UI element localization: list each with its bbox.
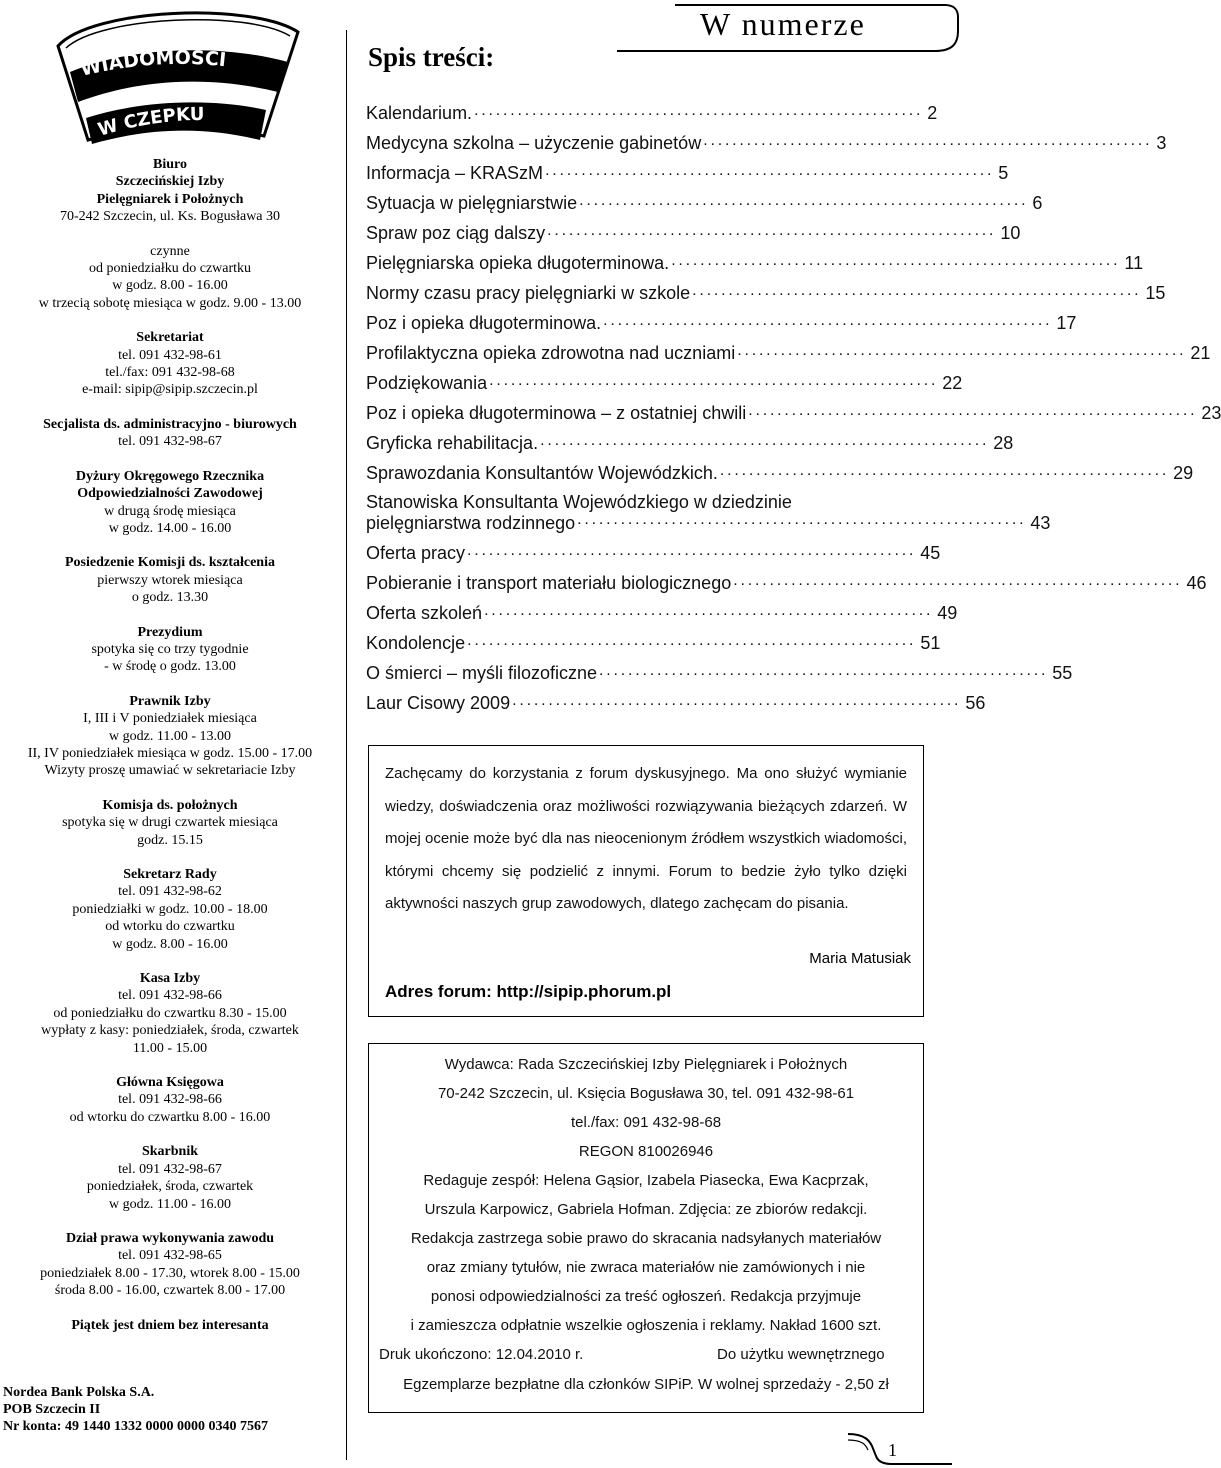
- office-name: Szczecińskiej Izby: [115, 174, 225, 190]
- office-address: 70-242 Szczecin, ul. Ks. Bogusława 30: [59, 209, 281, 225]
- forum-signature: Maria Matusiak: [809, 950, 911, 967]
- toc-item[interactable]: [366, 368, 963, 398]
- treasurer-title: Skarbnik: [141, 1144, 199, 1160]
- toc-item-page: 3: [1156, 132, 1167, 153]
- bank-branch: POB Szczecin II: [3, 1402, 101, 1417]
- toc-item-title: Oferta szkoleń: [366, 602, 483, 623]
- toc-item[interactable]: [366, 458, 1194, 488]
- lawyer-line: w godz. 11.00 - 13.00: [109, 728, 231, 744]
- publisher-line: i zamieszcza odpłatnie wszelkie ogłoszenia i reklamy. Nakład 1600 szt.: [410, 1317, 882, 1334]
- midwives-block: [0, 797, 340, 849]
- toc-item[interactable]: [366, 428, 1014, 458]
- page-number: 1: [888, 1440, 897, 1460]
- admin-title: Secjalista ds. administracyjno - biurowych: [43, 416, 297, 432]
- publisher-line: Urszula Karpowicz, Gabriela Hofman. Zdjęcia: ze zbiorów redakcji.: [424, 1201, 868, 1218]
- header-title: W numerze: [700, 6, 866, 42]
- hours-line: w godz. 8.00 - 16.00: [112, 278, 228, 294]
- education-line: pierwszy wtorek miesiąca: [97, 572, 243, 588]
- friday-note: [0, 1317, 340, 1334]
- publisher-line: ponosi odpowiedzialności za treść ogłoszeń. Redakcja przyjmuje: [430, 1288, 862, 1305]
- lawyer-line: I, III i V poniedziałek miesiąca: [83, 711, 257, 727]
- toc-item-title: Kondolencje: [366, 632, 466, 653]
- toc-item-title: Pielęgniarska opieka długoterminowa.: [366, 252, 670, 273]
- forum-box: [368, 745, 924, 1017]
- toc-item-page: 11: [1124, 252, 1144, 273]
- accountant-line: od wtorku do czwartku 8.00 - 16.00: [69, 1109, 271, 1125]
- ombudsman-title-2: Odpowiedzialności Zawodowej: [77, 486, 263, 502]
- toc-item[interactable]: [366, 158, 1009, 188]
- practice-line: tel. 091 432-98-65: [118, 1248, 222, 1264]
- toc-item-page: 43: [1030, 513, 1051, 533]
- publisher-line: Redaguje zespół: Helena Gąsior, Izabela Piasecka, Ewa Kacprzak,: [423, 1172, 869, 1189]
- toc-item-page: 6: [1032, 192, 1043, 213]
- toc-item-page: 45: [920, 542, 941, 563]
- council-secretary-line: od wtorku do czwartku: [105, 919, 235, 935]
- hours-block: [0, 243, 340, 313]
- admin-block: [0, 416, 340, 451]
- toc-item-title: O śmierci – myśli filozoficzne: [366, 662, 598, 683]
- education-line: o godz. 13.30: [131, 590, 209, 606]
- practice-line: poniedziałek 8.00 - 17.30, wtorek 8.00 - 15.00: [40, 1265, 300, 1281]
- council-secretary-block: [0, 866, 340, 953]
- toc-leader: ..............................................................: [671, 252, 1121, 269]
- toc-item[interactable]: [366, 398, 1221, 428]
- secretariat-email: e-mail: sipip@sipip.szczecin.pl: [82, 382, 258, 398]
- council-secretary-line: poniedziałki w godz. 10.00 - 18.00: [72, 901, 268, 917]
- toc-leader: ..............................................................: [599, 662, 1049, 679]
- toc-leader: ..............................................................: [733, 572, 1183, 589]
- education-block: [0, 554, 340, 606]
- council-secretary-line: w godz. 8.00 - 16.00: [112, 936, 228, 952]
- toc-item[interactable]: [366, 688, 986, 718]
- cashier-line: tel. 091 432-98-66: [118, 988, 222, 1004]
- hours-line: od poniedziałku do czwartku: [88, 261, 252, 277]
- cashier-line: 11.00 - 15.00: [132, 1040, 208, 1056]
- toc-item-title: Sprawozdania Konsultantów Wojewódzkich.: [366, 462, 718, 483]
- midwives-line: godz. 15.15: [137, 832, 203, 848]
- presidium-line: - w środę o godz. 13.00: [104, 659, 236, 675]
- bank-name: Nordea Bank Polska S.A.: [3, 1385, 155, 1400]
- accountant-title: Główna Księgowa: [116, 1075, 224, 1091]
- toc-leader: ..............................................................: [737, 342, 1187, 359]
- midwives-line: spotyka się w drugi czwartek miesiąca: [62, 815, 278, 831]
- toc-item-title: Sytuacja w pielęgniarstwie: [366, 192, 578, 213]
- treasurer-block: [0, 1143, 340, 1213]
- practice-title: Dział prawa wykonywania zawodu: [65, 1230, 275, 1246]
- admin-phone: tel. 091 432-98-67: [118, 434, 222, 450]
- toc-leader: ..............................................................: [489, 372, 939, 389]
- toc-leader: ..............................................................: [545, 162, 995, 179]
- column-divider: [346, 30, 347, 1460]
- table-of-contents: [366, 98, 1221, 718]
- toc-item[interactable]: [366, 128, 1167, 158]
- toc-item-title: Spraw poz ciąg dalszy: [366, 222, 546, 243]
- toc-item-page: 55: [1052, 662, 1073, 683]
- cashier-line: od poniedziałku do czwartku 8.30 - 15.00: [53, 1005, 287, 1021]
- lawyer-line: II, IV poniedziałek miesiąca w godz. 15.00 - 17.00: [27, 745, 313, 761]
- toc-item-title: Poz i opieka długoterminowa.: [366, 312, 602, 333]
- hours-line: czynne: [150, 243, 190, 259]
- secretariat-block: [0, 329, 340, 399]
- toc-leader: ..............................................................: [719, 462, 1170, 479]
- council-secretary-title: Sekretarz Rady: [123, 867, 217, 882]
- practice-block: [0, 1230, 340, 1300]
- publisher-line: tel./fax: 091 432-98-68: [570, 1114, 722, 1131]
- toc-leader: ..............................................................: [603, 312, 1053, 329]
- forum-text: Zachęcamy do korzystania z forum dyskusyjnego. Ma ono służyć wymianie wiedzy, doświadczenia oraz możliwości rozwiązywania bieżących zdarzeń. W mojej ocenie może być dla nas nieocenionym źródłem wszystkich wiadomości, którymi chcemy się podzielić z innymi. Forum to bedzie żyło tylko dzięki aktywności naszych grup zawodowych, dlatego zachęcam do pisania.: [385, 765, 907, 913]
- cashier-title: Kasa Izby: [139, 971, 201, 987]
- bank-account: Nr konta: 49 1440 1332 0000 0000 0340 7567: [3, 1419, 268, 1434]
- logo-title: WIADOMOŚCI: [78, 46, 228, 81]
- publisher-line: REGON 810026946: [578, 1143, 714, 1160]
- publisher-box: [368, 1043, 924, 1413]
- toc-heading: Spis treści:: [368, 42, 495, 72]
- toc-leader: ..............................................................: [467, 542, 917, 559]
- council-secretary-line: tel. 091 432-98-62: [118, 884, 222, 900]
- toc-item-title: Medycyna szkolna – użyczenie gabinetów: [366, 132, 702, 153]
- toc-item[interactable]: [366, 538, 941, 568]
- toc-item-page: 5: [998, 162, 1009, 183]
- toc-item[interactable]: [366, 248, 1144, 278]
- toc-item-page: 46: [1186, 572, 1207, 593]
- publisher-line: 70-242 Szczecin, ul. Księcia Bogusława 30, tel. 091 432-98-61: [437, 1085, 855, 1102]
- practice-line: środa 8.00 - 16.00, czwartek 8.00 - 17.00: [54, 1283, 286, 1299]
- ombudsman-line: w drugą środę miesiąca: [104, 503, 236, 519]
- bank-details: [3, 1384, 343, 1435]
- presidium-block: [0, 624, 340, 676]
- treasurer-line: tel. 091 432-98-67: [118, 1161, 222, 1177]
- toc-item-title: Gryficka rehabilitacja.: [366, 432, 539, 453]
- logo-subtitle: W CZEPKU: [95, 103, 205, 141]
- toc-leader: ..............................................................: [547, 222, 997, 239]
- toc-item-title-2: pielęgniarstwa rodzinnego: [366, 513, 576, 533]
- office-title: Biuro: [153, 157, 187, 172]
- toc-item-page: 23: [1201, 402, 1221, 423]
- toc-leader: ..............................................................: [540, 432, 990, 449]
- presidium-line: spotyka się co trzy tygodnie: [91, 641, 249, 657]
- office-name-2: Pielęgniarek i Położnych: [96, 191, 244, 207]
- toc-leader: ..............................................................: [474, 102, 924, 119]
- presidium-title: Prezydium: [137, 624, 203, 640]
- toc-item[interactable]: [366, 188, 1043, 218]
- toc-item-page: 22: [942, 372, 963, 393]
- ombudsman-line: w godz. 14.00 - 16.00: [108, 520, 232, 536]
- toc-leader: ..............................................................: [484, 602, 934, 619]
- office-block: [0, 156, 340, 226]
- toc-leader: ..............................................................: [748, 402, 1198, 419]
- toc-item-title: Laur Cisowy 2009: [366, 692, 511, 713]
- magazine-logo: [52, 6, 307, 146]
- toc-item-title: Podziękowania: [366, 372, 488, 393]
- toc-leader: ..............................................................: [703, 132, 1153, 149]
- toc-item-title: Profilaktyczna opieka zdrowotna nad uczniami: [366, 342, 736, 363]
- toc-leader: ..............................................................: [577, 511, 1027, 528]
- midwives-title: Komisja ds. położnych: [102, 797, 238, 813]
- contact-column: [0, 156, 340, 1351]
- treasurer-line: poniedziałek, środa, czwartek: [86, 1179, 254, 1195]
- accountant-line: tel. 091 432-98-66: [118, 1092, 222, 1108]
- secretariat-phone: tel. 091 432-98-61: [118, 347, 222, 363]
- toc-item-page: 2: [927, 102, 938, 123]
- toc-leader: ..............................................................: [579, 192, 1029, 209]
- toc-leader: ..............................................................: [692, 282, 1142, 299]
- education-title: Posiedzenie Komisji ds. kształcenia: [65, 555, 275, 571]
- toc-item[interactable]: [366, 98, 938, 128]
- toc-item-page: 29: [1173, 462, 1194, 483]
- publisher-line: Wydawca: Rada Szczecińskiej Izby Pielęgniarek i Położnych: [444, 1056, 848, 1073]
- toc-item-title: Oferta pracy: [366, 542, 466, 563]
- treasurer-line: w godz. 11.00 - 16.00: [109, 1196, 231, 1212]
- toc-item-page: 10: [1000, 222, 1021, 243]
- toc-item-title: Normy czasu pracy pielęgniarki w szkole: [366, 282, 691, 303]
- toc-item-title: Poz i opieka długoterminowa – z ostatniej chwili: [366, 402, 747, 423]
- toc-item[interactable]: [366, 568, 1207, 598]
- toc-item-page: 28: [993, 432, 1014, 453]
- toc-item[interactable]: [366, 278, 1166, 308]
- toc-item-page: 49: [937, 602, 958, 623]
- toc-item[interactable]: [366, 628, 941, 658]
- toc-item[interactable]: [366, 308, 1077, 338]
- toc-leader: ..............................................................: [467, 632, 917, 649]
- toc-item-page: 15: [1145, 282, 1166, 303]
- copies-note: Egzemplarze bezpłatne dla członków SIPiP. W wolnej sprzedaży - 2,50 zł: [403, 1376, 889, 1393]
- toc-item-page: 17: [1056, 312, 1077, 333]
- cashier-line: wypłaty z kasy: poniedziałek, środa, czwartek: [41, 1023, 299, 1039]
- toc-leader: ..............................................................: [512, 692, 962, 709]
- toc-item[interactable]: [366, 218, 1021, 248]
- toc-item-page: 21: [1190, 342, 1211, 363]
- lawyer-line: Wizyty proszę umawiać w sekretariacie Izby: [44, 763, 296, 779]
- toc-item-page: 56: [965, 692, 986, 713]
- toc-item-title: Pobieranie i transport materiału biologicznego: [366, 572, 732, 593]
- hours-line: w trzecią sobotę miesiąca w godz. 9.00 - 13.00: [38, 295, 302, 311]
- forum-address: Adres forum: http://sipip.phorum.pl: [385, 982, 672, 1001]
- friday-note-text: Piątek jest dniem bez interesanta: [71, 1317, 269, 1333]
- print-date: Druk ukończono: 12.04.2010 r.: [379, 1346, 584, 1363]
- publisher-line: oraz zmiany tytułów, nie zwraca materiałów nie zamówionych i nie: [426, 1259, 866, 1276]
- ombudsman-block: [0, 468, 340, 538]
- toc-item-page: 51: [920, 632, 941, 653]
- toc-item-title: Informacja – KRASzM: [366, 162, 544, 183]
- toc-item[interactable]: [366, 488, 1051, 538]
- secretariat-fax: tel./fax: 091 432-98-68: [105, 365, 235, 381]
- ombudsman-title: Dyżury Okręgowego Rzecznika: [75, 468, 265, 484]
- lawyer-title: Prawnik Izby: [129, 693, 211, 709]
- toc-item-title: Kalendarium.: [366, 102, 473, 123]
- toc-item[interactable]: [366, 338, 1211, 368]
- toc-item-title: Stanowiska Konsultanta Wojewódzkiego w dziedzinie: [366, 492, 792, 512]
- cashier-block: [0, 970, 340, 1057]
- lawyer-block: [0, 693, 340, 780]
- secretariat-title: Sekretariat: [136, 330, 204, 346]
- toc-item[interactable]: [366, 658, 1073, 688]
- internal-use-note: Do użytku wewnętrznego: [717, 1346, 885, 1363]
- toc-item[interactable]: [366, 598, 958, 628]
- accountant-block: [0, 1074, 340, 1126]
- publisher-line: Redakcja zastrzega sobie prawo do skracania nadsyłanych materiałów: [410, 1230, 882, 1247]
- page-number-tab: [846, 1426, 954, 1468]
